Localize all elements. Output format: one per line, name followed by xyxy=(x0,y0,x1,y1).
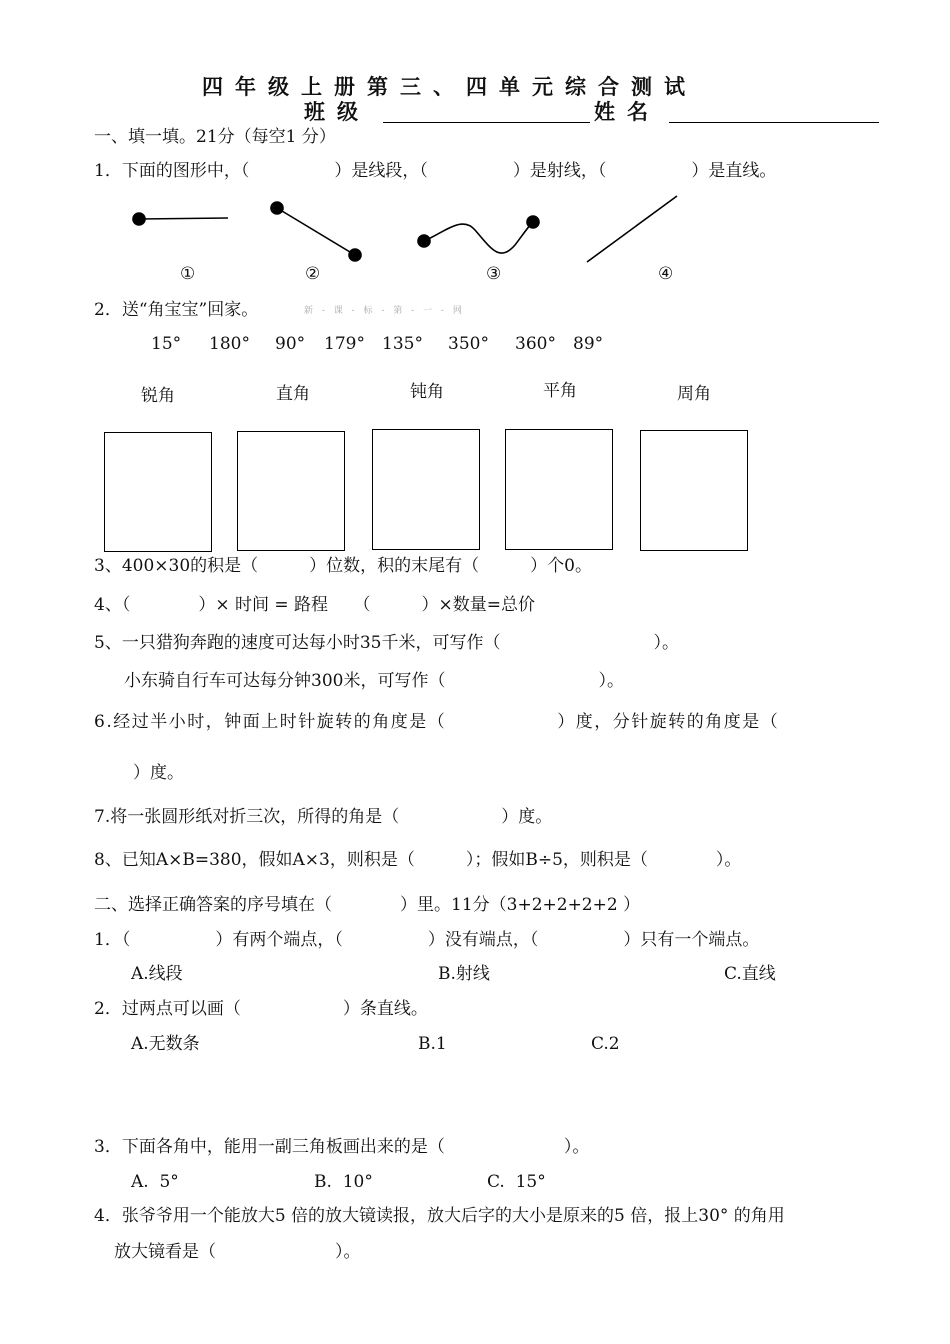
s2-q1-option-c[interactable]: C.直线 xyxy=(724,964,776,984)
figure-label-2: ② xyxy=(305,264,321,284)
s2-q3-option-a[interactable]: A. 5° xyxy=(131,1172,179,1192)
s2-q2-option-c[interactable]: C.2 xyxy=(591,1034,620,1054)
category-full: 周角 xyxy=(677,384,711,404)
figure-ray xyxy=(271,202,361,261)
category-acute: 锐角 xyxy=(141,386,175,406)
s2-q1-option-a[interactable]: A.线段 xyxy=(131,964,183,984)
angle-value[interactable]: 90° xyxy=(275,334,306,354)
s1-q2-text: 2．送“角宝宝”回家。 xyxy=(94,300,259,320)
figure-line xyxy=(587,196,677,262)
angle-value[interactable]: 180° xyxy=(209,334,250,354)
answer-box-obtuse[interactable] xyxy=(372,429,480,550)
page-title: 四年级上册第三、四单元综合测试 xyxy=(202,75,697,99)
s2-q1-option-b[interactable]: B.射线 xyxy=(438,964,490,984)
watermark: 新 - 课 - 标 - 第 - 一 - 网 xyxy=(304,306,465,316)
angle-value[interactable]: 179° xyxy=(324,334,365,354)
angle-value[interactable]: 135° xyxy=(382,334,423,354)
answer-box-acute[interactable] xyxy=(104,432,212,552)
name-label: 姓名 xyxy=(594,100,660,124)
s2-q3-option-b[interactable]: B. 10° xyxy=(314,1172,373,1192)
answer-box-full[interactable] xyxy=(640,430,748,551)
figure-label-4: ④ xyxy=(658,264,674,284)
angle-value[interactable]: 350° xyxy=(448,334,489,354)
figure-label-1: ① xyxy=(180,264,196,284)
answer-box-straight[interactable] xyxy=(505,429,613,550)
s1-q6a: 6.经过半小时，钟面上时针旋转的角度是（ ）度，分针旋转的角度是（ xyxy=(94,712,780,732)
angle-value[interactable]: 89° xyxy=(573,334,604,354)
class-label: 班级 xyxy=(304,100,370,124)
category-straight: 平角 xyxy=(543,381,577,401)
category-obtuse: 钝角 xyxy=(410,382,444,402)
s1-q7: 7.将一张圆形纸对折三次，所得的角是（ ）度。 xyxy=(94,807,553,827)
figure-segment xyxy=(133,213,228,225)
s1-q5b: 小东骑自行车可达每分钟300米，可写作（ ）。 xyxy=(124,671,624,691)
s1-q3: 3、400×30的积是（ ）位数，积的末尾有（ ）个0。 xyxy=(94,556,592,576)
s2-q2-text: 2．过两点可以画（ ）条直线。 xyxy=(94,999,428,1019)
s2-q3-option-c[interactable]: C. 15° xyxy=(487,1172,546,1192)
s1-q8: 8、已知A×B=380，假如A×3，则积是（ ）；假如B÷5，则积是（ ）。 xyxy=(94,850,742,870)
angle-value[interactable]: 15° xyxy=(151,334,182,354)
figure-curve xyxy=(418,216,539,253)
s1-q4: 4、（ ）× 时间 = 路程 （ ）×数量=总价 xyxy=(94,595,536,615)
s2-q1-text: 1．（ ）有两个端点，（ ）没有端点，（ ）只有一个端点。 xyxy=(94,930,760,950)
s2-q2-option-b[interactable]: B.1 xyxy=(418,1034,447,1054)
category-right: 直角 xyxy=(276,384,310,404)
answer-box-right[interactable] xyxy=(237,431,345,551)
s1-q1-text: 1．下面的图形中，（ ）是线段，（ ）是射线，（ ）是直线。 xyxy=(94,161,777,181)
s1-q5a: 5、一只猎狗奔跑的速度可达每小时35千米，可写作（ ）。 xyxy=(94,633,679,653)
s2-q3-text: 3．下面各角中，能用一副三角板画出来的是（ ）。 xyxy=(94,1137,590,1157)
section1-heading: 一、填一填。21分（每空1 分） xyxy=(94,127,336,147)
s2-q4-text-b: 放大镜看是（ ）。 xyxy=(114,1242,361,1262)
s1-q6b: ）度。 xyxy=(133,763,184,783)
section2-heading: 二、选择正确答案的序号填在（ ）里。11分（3+2+2+2+2 ） xyxy=(94,895,641,915)
figure-label-3: ③ xyxy=(486,264,502,284)
s2-q2-option-a[interactable]: A.无数条 xyxy=(131,1034,200,1054)
s2-q4-text-a: 4．张爷爷用一个能放大5 倍的放大镜读报，放大后字的大小是原来的5 倍，报上30° 的角用 xyxy=(94,1206,785,1226)
angle-value[interactable]: 360° xyxy=(515,334,556,354)
